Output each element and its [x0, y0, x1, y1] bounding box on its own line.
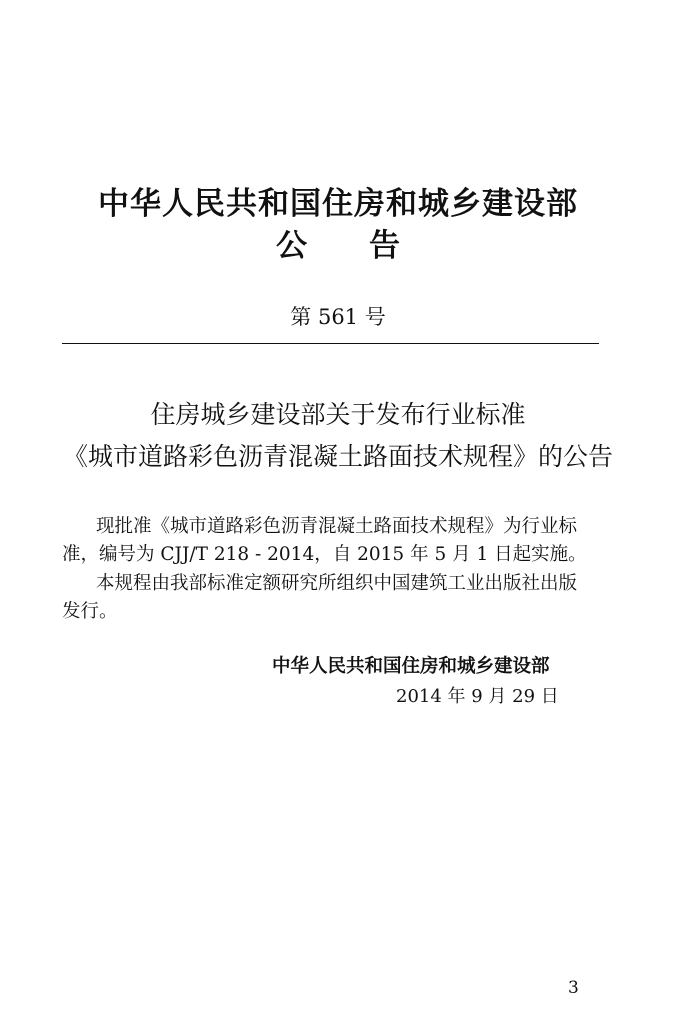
page-number: 3	[568, 978, 579, 998]
header-divider	[62, 343, 599, 344]
body-paragraph-2-line-2: 发行。	[62, 601, 118, 622]
body-paragraph-2-line-1: 本规程由我部标准定额研究所组织中国建筑工业出版社出版	[96, 573, 578, 594]
announcement-title-line-1: 住房城乡建设部关于发布行业标准	[150, 400, 526, 429]
signature-date: 2014 年 9 月 29 日	[396, 686, 559, 707]
body-paragraph-1-line-1: 现批准《城市道路彩色沥青混凝土路面技术规程》为行业标	[96, 516, 578, 537]
signature-issuer: 中华人民共和国住房和城乡建设部	[272, 656, 550, 677]
announcement-title-line-2: 《城市道路彩色沥青混凝土路面技术规程》的公告	[62, 442, 613, 471]
announcement-heading: 公告	[276, 228, 462, 264]
announcement-number: 第 561 号	[290, 305, 386, 329]
issuer-heading: 中华人民共和国住房和城乡建设部	[98, 186, 578, 222]
body-paragraph-1-line-2: 准，编号为 CJJ/T 218 - 2014，自 2015 年 5 月 1 日起实施。	[62, 544, 587, 565]
